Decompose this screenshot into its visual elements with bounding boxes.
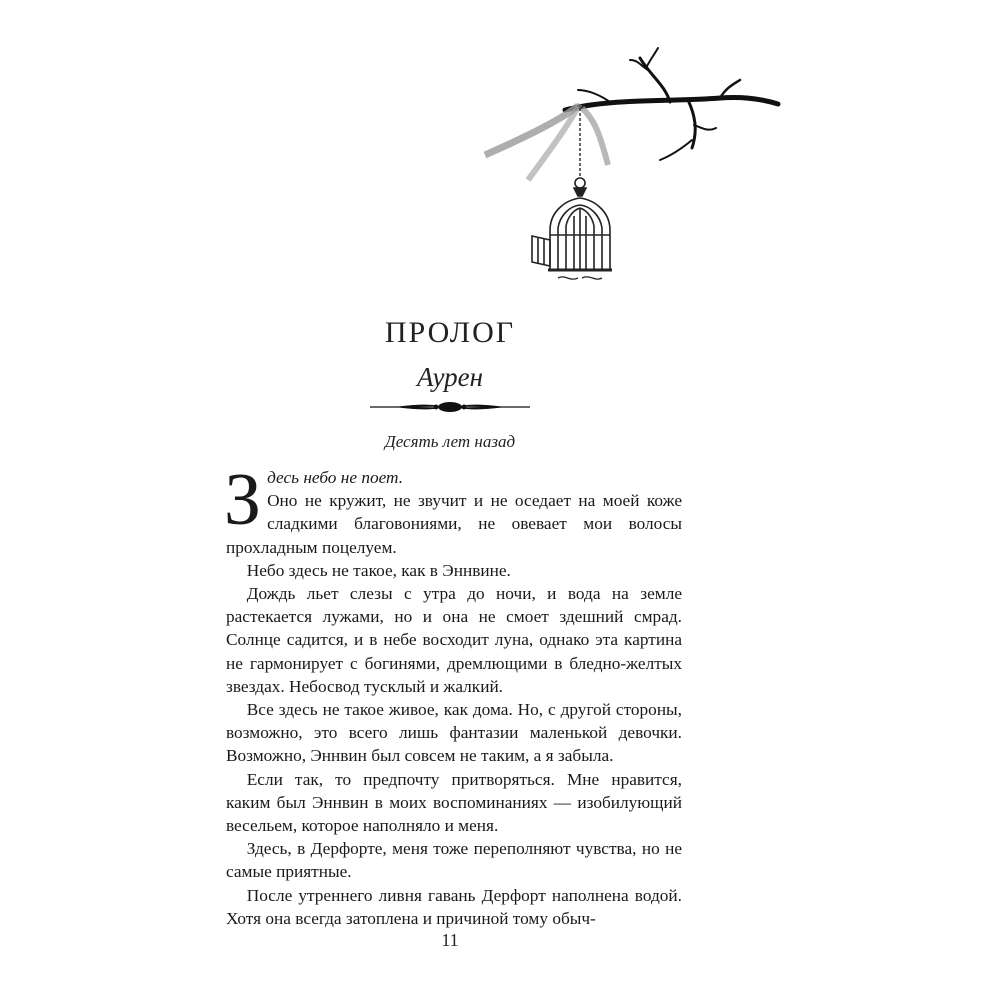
paragraph: Если так, то предпочту притворяться. Мне нравится, каким был Эннвин в моих воспоминаниях — изобилующий весельем, которое наполняло и меня. (226, 769, 682, 836)
paragraph: Небо здесь не такое, как в Эннвине. (246, 560, 511, 580)
lead-in-text: десь небо не поет. (267, 468, 404, 487)
body-text (224, 459, 682, 930)
drop-cap: З (224, 459, 262, 541)
ribbon-icon (485, 104, 608, 180)
paragraph (224, 459, 682, 559)
page-number: 11 (441, 930, 459, 950)
time-note: Десять лет назад (384, 432, 516, 451)
tree-branch-icon (565, 48, 778, 160)
divider-ornament-icon (368, 398, 532, 416)
birdcage-icon (532, 178, 612, 279)
chapter-pov-name: Аурен (416, 362, 484, 392)
paragraph-text: Оно не кружит, не звучит и не оседает на моей коже сладкими благовониями, не овевает мои волосы прохладным поцелуем. (226, 491, 682, 557)
chapter-title: ПРОЛОГ (384, 316, 516, 349)
paragraph: Все здесь не такое живое, как дома. Но, с другой стороны, возможно, это всего лишь фантазии маленькой девочки. Возможно, Эннвин был совсем не таким, а я забыла. (226, 700, 682, 766)
paragraph: Дождь льет слезы с утра до ночи, и вода на земле растекается лужами, но и она не смоет здешний смрад. Солнце садится, и в небе восходит луна, однако эта картина не гармонирует с богинями, дремлющими в бледно-желтых звездах. Небосвод тусклый и жалкий. (226, 584, 682, 696)
paragraph: После утреннего ливня гавань Дерфорт наполнена водой. Хотя она всегда затоплена и причиной тому обыч- (226, 885, 682, 928)
paragraph: Здесь, в Дерфорте, меня тоже переполняют чувства, но не самые приятные. (226, 839, 682, 882)
birdcage-branch-illustration (470, 40, 790, 300)
